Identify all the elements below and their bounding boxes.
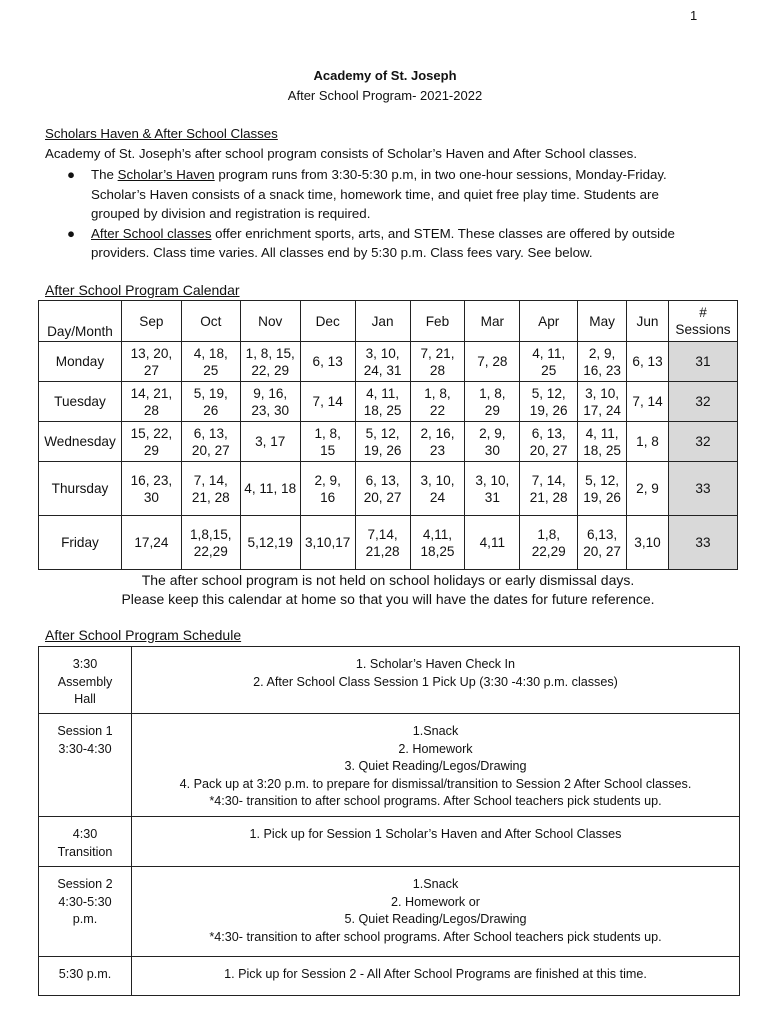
date-cell xyxy=(578,462,627,516)
calendar-note-holidays: The after school program is not held on school holidays or early dismissal days. xyxy=(141,572,635,588)
date-cell xyxy=(410,462,465,516)
calendar-row xyxy=(39,462,738,516)
program-schedule-table xyxy=(38,646,740,996)
bullet-text-after: program runs from 3:30-5:30 p.m, in two one-hour sessions, Monday-Friday. xyxy=(214,167,667,182)
date-cell xyxy=(465,342,520,382)
day-label: Tuesday xyxy=(39,382,122,422)
date-cell xyxy=(355,382,410,422)
date-cell xyxy=(465,516,520,570)
schedule-heading: After School Program Schedule xyxy=(45,627,242,643)
date-line: 3, 17 xyxy=(255,434,286,449)
date-line: 7, 14 xyxy=(312,394,343,409)
activity-line: 5. Quiet Reading/Legos/Drawing xyxy=(344,912,527,926)
month-header: Jan xyxy=(355,301,410,342)
date-cell xyxy=(355,516,410,570)
month-header: Sep xyxy=(121,301,181,342)
bullet-scholars-haven xyxy=(45,165,715,224)
schedule-row xyxy=(39,957,740,996)
session-count: 32 xyxy=(668,422,737,462)
date-cell xyxy=(627,462,669,516)
date-line: 30 xyxy=(484,442,500,458)
date-line: 24, 31 xyxy=(363,362,402,378)
date-cell xyxy=(300,342,355,382)
activity-line: 1. Pick up for Session 1 Scholar’s Haven and After School Classes xyxy=(249,827,622,841)
schedule-activities xyxy=(132,647,740,714)
date-cell xyxy=(121,342,181,382)
date-line: 28 xyxy=(143,402,159,418)
date-cell xyxy=(578,516,627,570)
date-line: 29 xyxy=(484,402,500,418)
date-line: 16, 23 xyxy=(583,362,621,378)
schedule-time-label xyxy=(39,817,132,867)
schedule-time-label xyxy=(39,867,132,957)
date-line: 3, 10, xyxy=(420,472,455,488)
date-cell xyxy=(520,462,578,516)
date-line: 4,11, xyxy=(422,526,453,542)
date-line: 17,24 xyxy=(134,535,169,550)
activity-line: *4:30- transition to after school programs. After School teachers pick students up. xyxy=(209,794,662,808)
date-line: 14, 21, xyxy=(130,385,173,401)
date-line: 22, 29 xyxy=(251,362,290,378)
date-cell xyxy=(627,422,669,462)
month-header: Mar xyxy=(465,301,520,342)
calendar-heading: After School Program Calendar xyxy=(45,282,240,298)
activity-line: *4:30- transition to after school programs. After School teachers pick students up. xyxy=(209,929,662,944)
sessions-header-line2: Sessions xyxy=(675,322,731,337)
date-line: 1, 8, 15, xyxy=(245,345,295,361)
date-line: 4,11 xyxy=(479,535,506,550)
date-line: 21,28 xyxy=(365,543,400,559)
date-line: 4, 18, xyxy=(193,345,228,361)
date-line: 19, 26 xyxy=(583,489,621,505)
date-line: 20, 27 xyxy=(191,442,230,458)
date-line: 1, 8 xyxy=(636,434,659,449)
schedule-row xyxy=(39,647,740,714)
date-line: 4, 11, 18 xyxy=(244,481,297,496)
session-count: 31 xyxy=(668,342,737,382)
date-line: 4, 11, xyxy=(585,425,619,441)
schedule-activities xyxy=(132,817,740,867)
date-line: 21, 28 xyxy=(529,489,568,505)
date-cell xyxy=(355,462,410,516)
date-cell xyxy=(121,516,181,570)
month-header: May xyxy=(578,301,627,342)
sessions-header xyxy=(668,301,737,342)
date-line: 2, 9, xyxy=(314,472,341,488)
activity-line: 2. Homework or xyxy=(391,894,480,909)
date-line: 23, 30 xyxy=(251,402,290,418)
date-line: 6, 13, xyxy=(365,472,400,488)
page-number: 1 xyxy=(690,8,698,23)
bullet-text-line2: providers. Class time varies. All classes end by 5:30 p.m. Class fees vary. See below. xyxy=(91,245,593,260)
date-line: 22,29 xyxy=(531,543,566,559)
schedule-row xyxy=(39,817,740,867)
date-cell xyxy=(410,342,465,382)
date-line: 5, 12, xyxy=(585,472,620,488)
time-label-line: Transition xyxy=(57,844,113,859)
date-cell xyxy=(520,516,578,570)
session-count: 33 xyxy=(668,462,737,516)
date-line: 7, 14, xyxy=(193,472,228,488)
session-count: 33 xyxy=(668,516,737,570)
date-line: 20, 27 xyxy=(363,489,402,505)
schedule-activities xyxy=(132,867,740,957)
date-line: 27 xyxy=(143,362,159,378)
date-cell xyxy=(465,422,520,462)
date-line: 19, 26 xyxy=(529,402,568,418)
date-line: 16, 23, xyxy=(130,472,173,488)
date-line: 18,25 xyxy=(420,543,455,559)
date-line: 13, 20, xyxy=(130,345,173,361)
schedule-time-label xyxy=(39,647,132,714)
program-calendar-table xyxy=(38,300,738,570)
date-cell xyxy=(300,382,355,422)
time-label-line: Assembly xyxy=(57,674,113,689)
schedule-time-label xyxy=(39,957,132,996)
date-cell xyxy=(578,382,627,422)
date-line: 22 xyxy=(429,402,446,418)
date-cell xyxy=(121,382,181,422)
date-line: 9, 16, xyxy=(253,385,288,401)
date-cell xyxy=(300,462,355,516)
calendar-header-row xyxy=(39,301,738,342)
document-subtitle: After School Program- 2021-2022 xyxy=(287,88,483,103)
date-line: 3, 10, xyxy=(365,345,400,361)
activity-line: 1.Snack xyxy=(412,877,459,891)
date-cell xyxy=(627,382,669,422)
date-line: 15, 22, xyxy=(130,425,173,441)
date-line: 20, 27 xyxy=(529,442,568,458)
calendar-row xyxy=(39,382,738,422)
time-label-line: 5:30 p.m. xyxy=(58,967,112,981)
date-line: 19, 26 xyxy=(363,442,402,458)
date-line: 20, 27 xyxy=(583,543,621,559)
time-label-line: 3:30-4:30 xyxy=(58,741,112,756)
calendar-note-keep: Please keep this calendar at home so that you will have the dates for future reference. xyxy=(121,591,655,607)
activity-line: 2. Homework xyxy=(398,741,473,756)
activity-line: 1.Snack xyxy=(412,724,459,738)
bullet-icon: ● xyxy=(67,225,76,241)
date-line: 3,10,17 xyxy=(304,535,351,550)
date-line: 21, 28 xyxy=(191,489,230,505)
date-line: 5, 12, xyxy=(365,425,400,441)
bullet-text-line2: Scholar’s Haven consists of a snack time, homework time, and quiet free play time. Students are xyxy=(91,186,659,202)
day-label: Wednesday xyxy=(39,422,122,462)
date-line: 31 xyxy=(484,489,500,505)
date-cell xyxy=(520,342,578,382)
schedule-row xyxy=(39,714,740,817)
date-cell xyxy=(578,422,627,462)
date-cell xyxy=(627,516,669,570)
bullet-text-after: offer enrichment sports, arts, and STEM. These classes are offered by outside xyxy=(211,225,675,241)
month-header: Jun xyxy=(627,301,669,342)
intro-paragraph: Academy of St. Joseph’s after school program consists of Scholar’s Haven and After School classes. xyxy=(45,146,638,161)
time-label-line: 4:30 xyxy=(72,827,98,841)
day-label: Monday xyxy=(39,342,122,382)
month-header: Dec xyxy=(300,301,355,342)
month-header: Nov xyxy=(240,301,300,342)
date-cell xyxy=(300,516,355,570)
date-line: 4, 11, xyxy=(366,385,400,401)
activity-line: 2. After School Class Session 1 Pick Up (3:30 -4:30 p.m. classes) xyxy=(253,674,618,689)
date-cell xyxy=(240,462,300,516)
schedule-activities xyxy=(132,957,740,996)
day-label: Friday xyxy=(39,516,122,570)
date-line: 6,13, xyxy=(586,526,618,542)
date-line: 7, 14, xyxy=(531,472,566,488)
scholars-haven-term: Scholar’s Haven xyxy=(117,167,215,182)
time-label-line: Session 1 xyxy=(57,724,113,738)
date-line: 25 xyxy=(203,362,219,378)
date-line: 18, 25 xyxy=(363,402,402,418)
schedule-row xyxy=(39,867,740,957)
date-line: 6, 13, xyxy=(531,425,566,441)
schedule-activities xyxy=(132,714,740,817)
date-line: 1, 8, xyxy=(314,425,341,441)
date-cell xyxy=(410,516,465,570)
time-label-line: 3:30 xyxy=(72,657,98,671)
date-cell xyxy=(300,422,355,462)
date-line: 2, 16, xyxy=(420,425,455,441)
program-bullet-list xyxy=(45,165,715,263)
date-cell xyxy=(181,462,240,516)
date-line: 6, 13, xyxy=(193,425,228,441)
date-line: 2, 9, xyxy=(588,345,616,361)
date-line: 7, 28 xyxy=(477,354,508,369)
calendar-row xyxy=(39,516,738,570)
date-line: 17, 24 xyxy=(583,402,621,418)
date-line: 7, 14 xyxy=(632,394,663,409)
schedule-time-label xyxy=(39,714,132,817)
date-line: 5, 12, xyxy=(531,385,566,401)
session-count: 32 xyxy=(668,382,737,422)
date-line: 18, 25 xyxy=(583,442,621,458)
date-cell xyxy=(465,462,520,516)
date-line: 22,29 xyxy=(193,543,228,559)
activity-line: 3. Quiet Reading/Legos/Drawing xyxy=(344,759,527,773)
date-line: 1, 8, xyxy=(479,385,506,401)
date-cell xyxy=(355,422,410,462)
date-line: 3,10 xyxy=(634,535,661,550)
date-line: 26 xyxy=(203,402,219,418)
activity-line: 4. Pack up at 3:20 p.m. to prepare for dismissal/transition to Session 2 After School classes. xyxy=(179,776,692,791)
date-cell xyxy=(465,382,520,422)
month-header: Apr xyxy=(520,301,578,342)
date-line: 7,14, xyxy=(367,526,398,542)
date-cell xyxy=(181,516,240,570)
document-title: Academy of St. Joseph xyxy=(313,68,457,83)
date-cell xyxy=(240,342,300,382)
date-line: 3, 10, xyxy=(585,385,620,401)
date-cell xyxy=(520,422,578,462)
date-line: 30 xyxy=(143,489,159,505)
month-header: Oct xyxy=(181,301,240,342)
date-line: 23 xyxy=(429,442,446,458)
date-line: 1, 8, xyxy=(424,385,451,401)
date-line: 15 xyxy=(320,442,336,458)
date-line: 6, 13 xyxy=(632,354,663,369)
date-line: 5,12,19 xyxy=(247,535,293,550)
date-cell xyxy=(578,342,627,382)
date-cell xyxy=(121,462,181,516)
after-school-classes-term: After School classes xyxy=(91,225,212,241)
section-heading-programs: Scholars Haven & After School Classes xyxy=(45,126,278,141)
sessions-header-line1: # xyxy=(699,305,707,320)
bullet-text-before: The xyxy=(91,167,118,182)
activity-line: 1. Scholar’s Haven Check In xyxy=(355,657,516,671)
date-line: 2, 9 xyxy=(636,481,659,496)
time-label-line: 4:30-5:30 xyxy=(58,894,112,909)
date-cell xyxy=(240,382,300,422)
corner-header: Day/Month xyxy=(39,301,122,342)
date-line: 16 xyxy=(320,489,336,505)
date-line: 1,8, xyxy=(537,526,561,542)
time-label-line: Session 2 xyxy=(57,877,113,891)
date-line: 5, 19, xyxy=(193,385,228,401)
date-cell xyxy=(627,342,669,382)
time-label-line: p.m. xyxy=(72,912,98,926)
date-line: 24 xyxy=(429,489,446,505)
date-line: 28 xyxy=(429,362,446,378)
bullet-icon: ● xyxy=(67,167,76,182)
date-cell xyxy=(410,422,465,462)
day-label: Thursday xyxy=(39,462,122,516)
date-cell xyxy=(181,342,240,382)
date-cell xyxy=(181,422,240,462)
date-cell xyxy=(240,422,300,462)
date-cell xyxy=(520,382,578,422)
month-header: Feb xyxy=(410,301,465,342)
date-line: 2, 9, xyxy=(479,425,506,441)
date-cell xyxy=(355,342,410,382)
bullet-text-line3: grouped by division and registration is required. xyxy=(91,206,371,221)
date-line: 3, 10, xyxy=(475,472,510,488)
date-line: 25 xyxy=(541,362,557,378)
calendar-row xyxy=(39,422,738,462)
date-line: 4, 11, xyxy=(532,345,566,361)
date-cell xyxy=(410,382,465,422)
date-line: 1,8,15, xyxy=(190,526,232,542)
date-line: 29 xyxy=(143,442,159,458)
date-cell xyxy=(121,422,181,462)
activity-line: 1. Pick up for Session 2 - All After School Programs are finished at this time. xyxy=(224,967,647,981)
calendar-row xyxy=(39,342,738,382)
date-cell xyxy=(240,516,300,570)
date-line: 6, 13 xyxy=(312,354,343,369)
date-line: 7, 21, xyxy=(420,345,455,361)
date-cell xyxy=(181,382,240,422)
time-label-line: Hall xyxy=(74,692,96,706)
bullet-after-school-classes xyxy=(45,224,715,263)
